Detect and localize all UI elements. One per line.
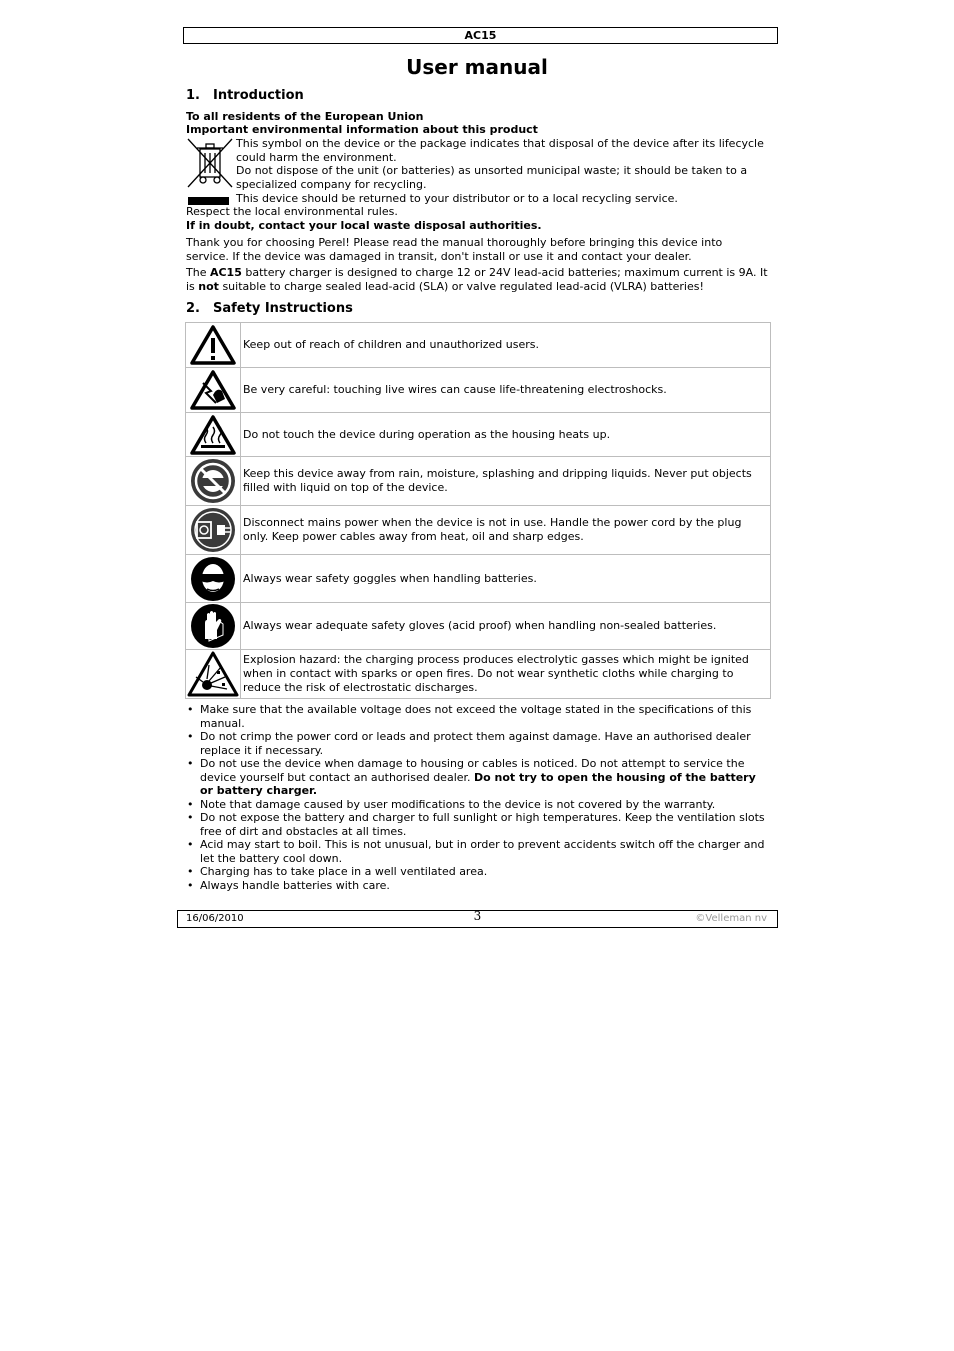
safety-goggles-icon bbox=[189, 556, 237, 602]
list-item: • Make sure that the available voltage does not exceed the voltage stated in the specifications of this manual. bbox=[186, 703, 768, 730]
thanks-paragraph: Thank you for choosing Perel! Please read the manual thoroughly before bringing this device into service. If the device was damaged in transit, don't install or use it and contact your dealer. bbox=[186, 236, 723, 263]
list-item: • Charging has to take place in a well ventilated area. bbox=[186, 865, 768, 879]
table-row bbox=[186, 323, 771, 368]
section-heading-introduction: 1. Introduction bbox=[186, 88, 304, 103]
list-item: • Do not expose the battery and charger to full sunlight or high temperatures. Keep the ventilation slots free of dirt and obstacles at all times. bbox=[186, 811, 768, 838]
safety-text: Keep out of reach of children and unauthorized users. bbox=[241, 323, 771, 368]
table-row bbox=[186, 555, 771, 603]
section-heading-safety: 2. Safety Instructions bbox=[186, 301, 353, 316]
hot-surface-icon bbox=[189, 414, 237, 456]
weee-notice-3: This device should be returned to your distributor or to a local recycling service. bbox=[236, 192, 678, 205]
list-item: • Always handle batteries with care. bbox=[186, 879, 768, 893]
list-item: • Note that damage caused by user modifications to the device is not covered by the warranty. bbox=[186, 798, 768, 812]
weee-notice-1: This symbol on the device or the package indicates that disposal of the device after its lifecycle could harm the environment. bbox=[236, 137, 764, 164]
safety-table bbox=[185, 322, 771, 699]
page-title: User manual bbox=[406, 55, 548, 79]
list-item: • Do not use the device when damage to housing or cables is noticed. Do not attempt to service the device yourself but contact an authorised dealer. Do not try to open the housing of the battery or battery charger. bbox=[186, 757, 768, 798]
warning-triangle-icon bbox=[189, 324, 237, 366]
safety-text: Always wear safety goggles when handling batteries. bbox=[241, 555, 771, 603]
description-paragraph: The AC15 battery charger is designed to charge 12 or 24V lead-acid batteries; maximum current is 9A. It is not suitable to charge sealed lead-acid (SLA) or valve regulated lead-acid (VLRA) batteries! bbox=[186, 266, 768, 293]
table-row bbox=[186, 413, 771, 457]
safety-text: Always wear adequate safety gloves (acid proof) when handling non-sealed batteries. bbox=[241, 603, 771, 650]
weee-bar bbox=[188, 197, 229, 205]
footer-date: 16/06/2010 bbox=[186, 913, 244, 924]
page-number: 3 bbox=[473, 909, 482, 923]
crossed-bin-icon bbox=[186, 137, 234, 189]
weee-notice-2: Do not dispose of the unit (or batteries) as unsorted municipal waste; it should be taken to a specialized company for recycling. bbox=[236, 164, 748, 191]
disconnect-power-icon bbox=[189, 507, 237, 553]
page-footer bbox=[177, 910, 778, 928]
eu-line: To all residents of the European Union bbox=[186, 110, 424, 123]
weee-notice-5: If in doubt, contact your local waste disposal authorities. bbox=[186, 219, 542, 232]
safety-text: Disconnect mains power when the device is not in use. Handle the power cord by the plug only. Keep power cables away from heat, oil and sharp edges. bbox=[241, 506, 771, 555]
list-item: • Acid may start to boil. This is not unusual, but in order to prevent accidents switch off the charger and let the battery cool down. bbox=[186, 838, 768, 865]
list-item: • Do not crimp the power cord or leads and protect them against damage. Have an authorised dealer replace it if necessary. bbox=[186, 730, 768, 757]
footer-copyright: ©Velleman nv bbox=[695, 913, 767, 924]
table-row bbox=[186, 368, 771, 413]
safety-bullet-list bbox=[186, 703, 768, 892]
explosion-hazard-icon bbox=[187, 651, 239, 697]
table-row bbox=[186, 457, 771, 506]
safety-text: Be very careful: touching live wires can cause life-threatening electroshocks. bbox=[241, 368, 771, 413]
weee-notice-4: Respect the local environmental rules. bbox=[186, 205, 398, 218]
no-liquids-icon bbox=[189, 458, 237, 504]
table-row bbox=[186, 506, 771, 555]
environment-line: Important environmental information about this product bbox=[186, 123, 538, 136]
table-row bbox=[186, 603, 771, 650]
safety-text: Do not touch the device during operation as the housing heats up. bbox=[241, 413, 771, 457]
safety-text: Keep this device away from rain, moisture, splashing and dripping liquids. Never put objects filled with liquid on top of the device. bbox=[241, 457, 771, 506]
safety-text: Explosion hazard: the charging process produces electrolytic gasses which might be ignited when in contact with sparks or open fires. Do not wear synthetic cloths while charging to reduce the risk of electrostatic discharges. bbox=[241, 650, 771, 699]
table-row bbox=[186, 650, 771, 699]
electric-shock-icon bbox=[189, 369, 237, 411]
header-model: AC15 bbox=[183, 27, 778, 44]
safety-gloves-icon bbox=[189, 603, 237, 649]
